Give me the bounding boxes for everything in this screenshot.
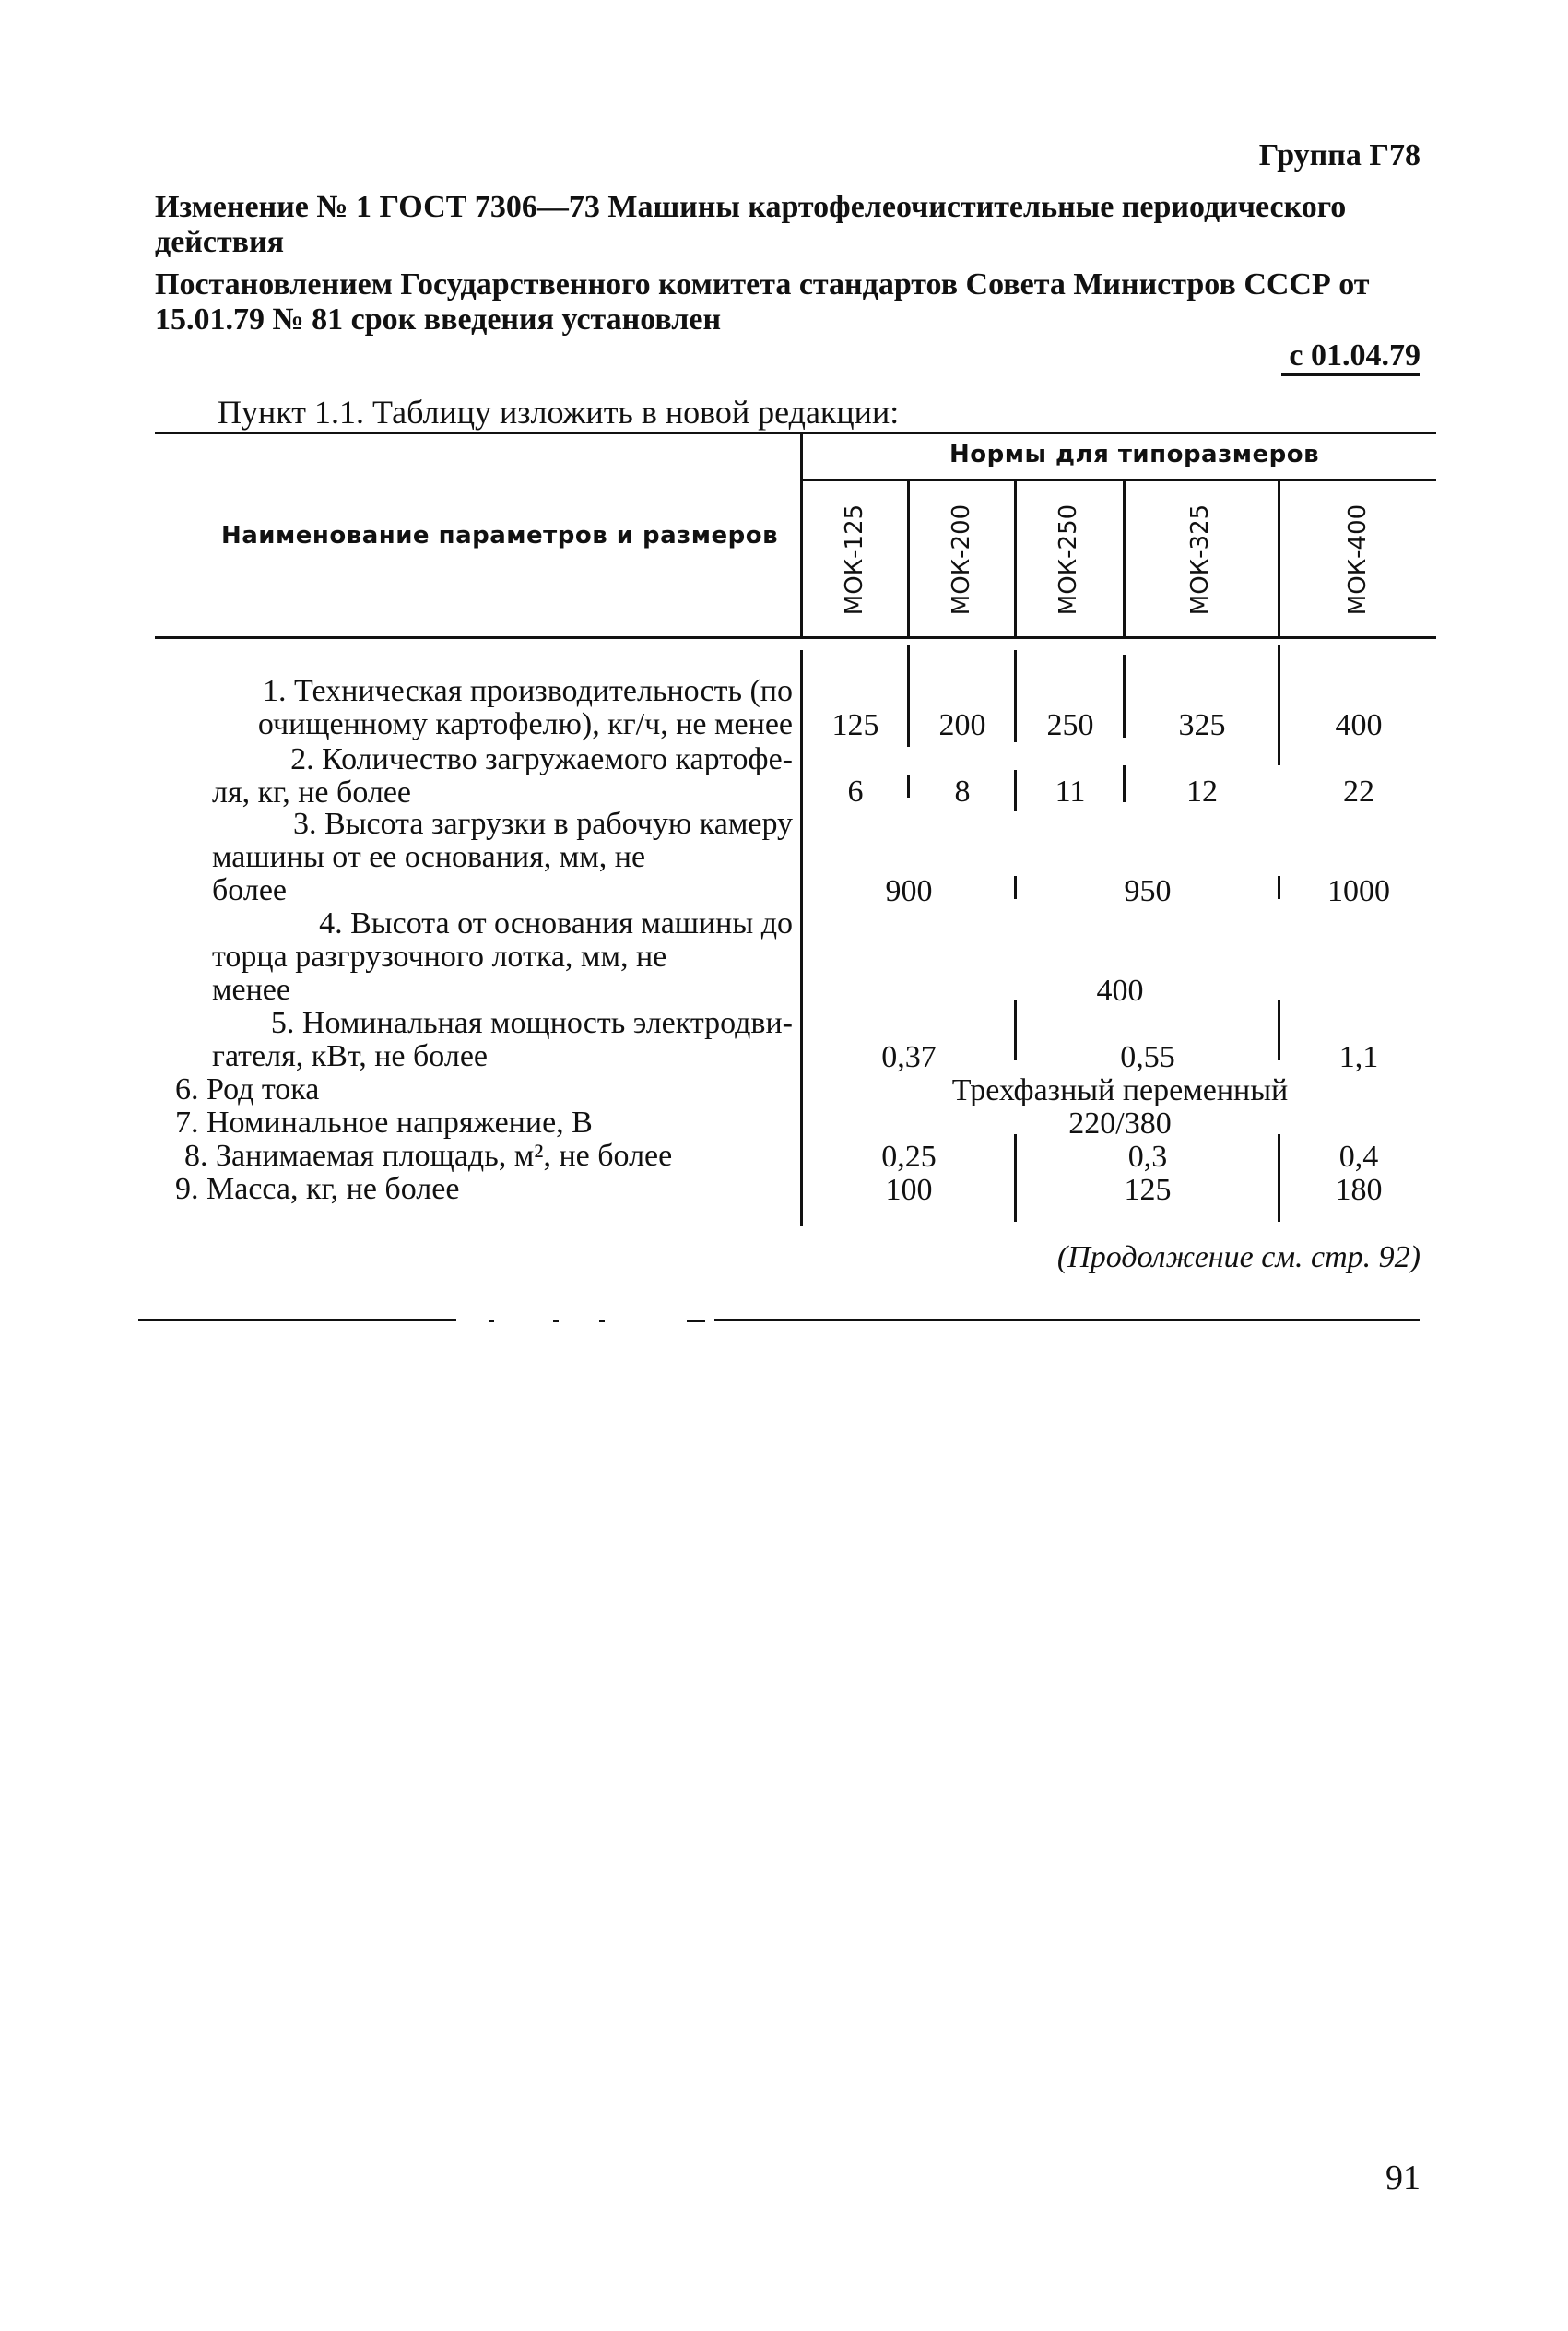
- col-sep-b3b: [1123, 765, 1126, 802]
- cell-r2-mok325: 12: [1186, 775, 1218, 809]
- col-sep-b3: [1123, 655, 1126, 738]
- bottom-rule-dot2: [553, 1320, 559, 1322]
- row3-label-line3: более: [212, 873, 287, 907]
- cell-r8-mok125-200: 0,25: [881, 1140, 937, 1174]
- row3-label-line2: машины от ее основания, мм, не: [212, 840, 646, 874]
- col-sep-b1: [907, 645, 910, 747]
- row3-label-line1: 3. Высота загрузки в рабочую камеру: [292, 807, 793, 841]
- cell-r6-all: Трехфазный переменный: [951, 1073, 1289, 1107]
- group-code: Группа Г78: [1258, 138, 1421, 172]
- decree-text: Постановлением Государственного комитета стандартов Совета Министров СССР от 15.01.79 № 81 срок введения установлен: [155, 267, 1370, 337]
- col-sep-b4d: [1278, 1134, 1280, 1222]
- col-header-mok125: МОК-125: [841, 503, 868, 616]
- cell-r9-mok125-200: 100: [885, 1173, 933, 1207]
- clause-text: Пункт 1.1. Таблицу изложить в новой редакции:: [218, 394, 900, 431]
- cell-r5-mok250-325: 0,55: [1120, 1040, 1175, 1074]
- cell-r1-mok200: 200: [938, 708, 986, 742]
- cell-r3-mok125-200: 900: [885, 874, 933, 908]
- param-col-separator: [800, 433, 803, 638]
- col-header-mok250: МОК-250: [1055, 503, 1082, 616]
- col-header-mok325: МОК-325: [1186, 503, 1214, 616]
- row4-label-line1: 4. Высота от основания машины до: [319, 906, 793, 941]
- table-row-label: 7. Номинальное напряжение, В: [175, 1106, 593, 1140]
- col-sep-h4: [1278, 481, 1280, 636]
- col-sep-b2: [1014, 650, 1017, 742]
- table-row-label: 9. Масса, кг, не более: [175, 1172, 460, 1206]
- document-title: Изменение № 1 ГОСТ 7306—73 Машины картофелеочистительные периодического действия: [155, 190, 1347, 259]
- cell-r2-mok400: 22: [1343, 775, 1374, 809]
- col-sep-h3: [1123, 481, 1126, 636]
- row1-label-line1: 1. Техническая производительность (по: [263, 674, 793, 708]
- bottom-rule-dot3: [599, 1320, 605, 1322]
- cell-r3-mok400: 1000: [1327, 874, 1390, 908]
- col-header-mok400: МОК-400: [1344, 503, 1372, 616]
- cell-r2-mok250: 11: [1055, 775, 1086, 809]
- table-row-label: [175, 808, 793, 907]
- row1-label-line2: очищенному картофелю), кг/ч, не менее: [257, 707, 793, 741]
- row4-label-line3: менее: [212, 973, 290, 1007]
- row5-label-line2: гателя, кВт, не более: [212, 1039, 488, 1073]
- cell-r4-all: 400: [1096, 974, 1144, 1008]
- col-sep-b1b: [907, 775, 910, 798]
- norms-header-rule: [802, 479, 1436, 481]
- table-row-label: [175, 907, 793, 1007]
- cell-r8-mok250-325: 0,3: [1127, 1140, 1168, 1174]
- col-sep-b2b: [1014, 770, 1017, 811]
- table-row-label: [175, 675, 793, 741]
- param-col-separator-body: [800, 650, 803, 1226]
- col-sep-h2: [1014, 481, 1017, 636]
- col-header-mok200: МОК-200: [948, 503, 975, 616]
- bottom-rule-dash: [687, 1320, 705, 1322]
- cell-r2-mok125: 6: [847, 775, 864, 809]
- continuation-note: (Продолжение см. стр. 92): [1056, 1240, 1421, 1274]
- row4-label-line2: торца разгрузочного лотка, мм, не: [212, 940, 667, 974]
- cell-r5-mok400: 1,1: [1338, 1040, 1379, 1074]
- row5-label-line1: 5. Номинальная мощность электродви-: [270, 1006, 793, 1040]
- table-row-label: [175, 1007, 793, 1073]
- cell-r5-mok125-200: 0,37: [881, 1040, 937, 1074]
- cell-r9-mok250-325: 125: [1124, 1173, 1172, 1207]
- bottom-rule-dot1: [489, 1320, 494, 1322]
- table-header-bottom-rule: [155, 636, 1436, 639]
- col-sep-b4b: [1278, 876, 1280, 899]
- norms-header: Нормы для типоразмеров: [949, 441, 1320, 468]
- effective-date: с 01.04.79: [1289, 338, 1421, 373]
- table-row-label: [175, 743, 793, 810]
- cell-r1-mok325: 325: [1178, 708, 1226, 742]
- page-number: 91: [1385, 2159, 1421, 2197]
- col-sep-b4c: [1278, 1000, 1280, 1060]
- row2-label-line1: 2. Количество загружаемого картофе-: [290, 742, 793, 776]
- cell-r3-mok250-325: 950: [1124, 874, 1172, 908]
- param-header: Наименование параметров и размеров: [221, 522, 779, 550]
- row2-label-line2: ля, кг, не более: [212, 775, 412, 810]
- table-row-label: 8. Занимаемая площадь, м², не более: [184, 1139, 673, 1173]
- date-underline: [1281, 373, 1420, 376]
- cell-r1-mok250: 250: [1046, 708, 1094, 742]
- bottom-rule-left: [138, 1319, 456, 1321]
- table-row-label: 6. Род тока: [175, 1072, 320, 1106]
- col-sep-b2c: [1014, 876, 1017, 899]
- cell-r1-mok125: 125: [831, 708, 879, 742]
- bottom-rule-right: [714, 1319, 1420, 1321]
- cell-r7-all: 220/380: [1068, 1106, 1172, 1141]
- cell-r2-mok200: 8: [954, 775, 971, 809]
- col-sep-b2e: [1014, 1134, 1017, 1222]
- col-sep-b4: [1278, 645, 1280, 765]
- table-top-rule: [155, 432, 1436, 434]
- col-sep-h1: [907, 481, 910, 636]
- col-sep-b2d: [1014, 1000, 1017, 1060]
- cell-r9-mok400: 180: [1335, 1173, 1383, 1207]
- cell-r1-mok400: 400: [1335, 708, 1383, 742]
- cell-r8-mok400: 0,4: [1338, 1140, 1379, 1174]
